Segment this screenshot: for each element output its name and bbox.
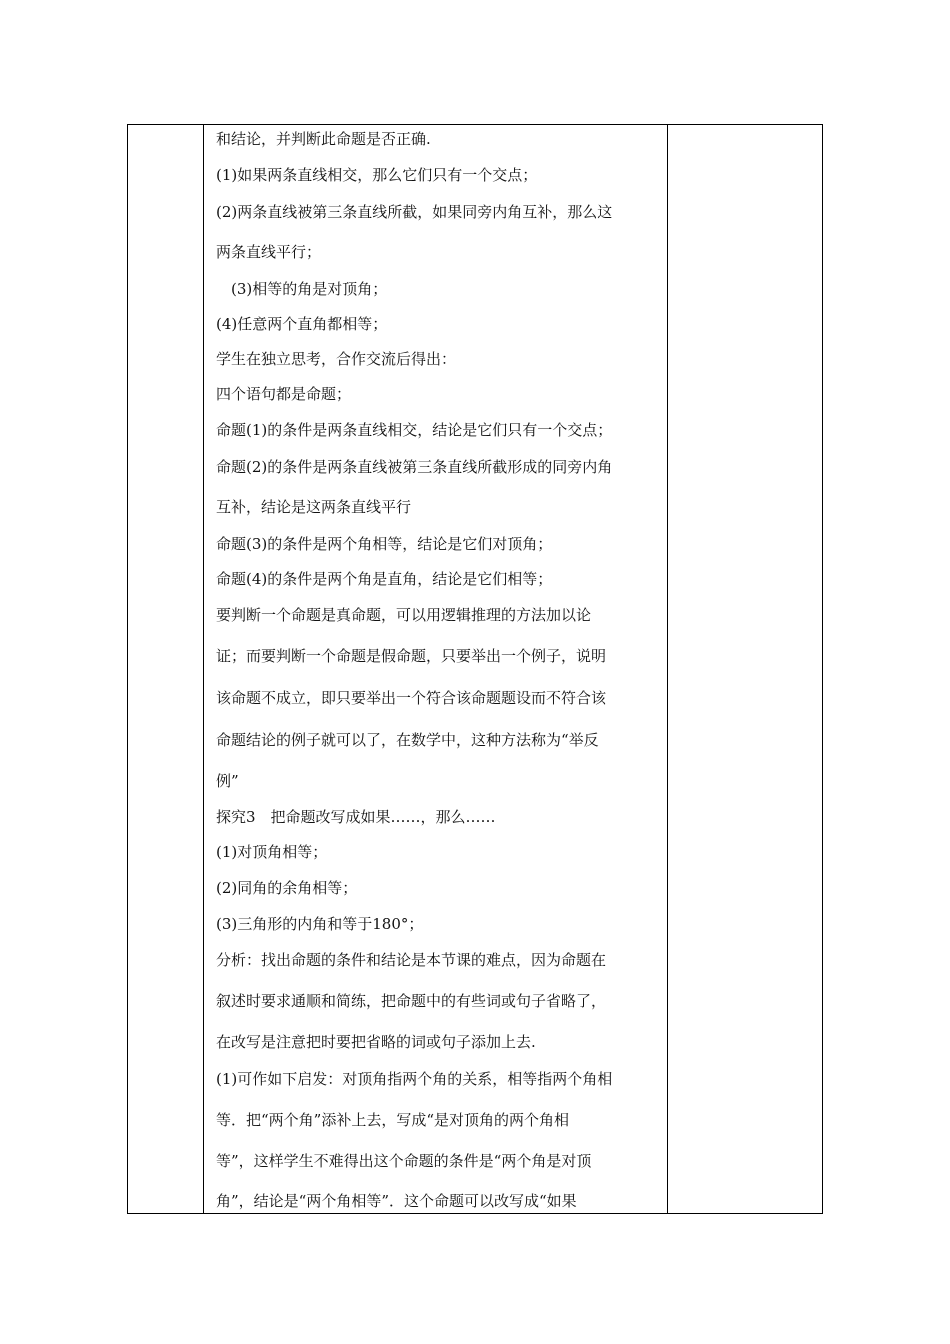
text-line: 命题(4)的条件是两个角是直角，结论是它们相等； bbox=[216, 570, 553, 588]
text-line: 探究3 把命题改写成如果……，那么…… bbox=[216, 808, 496, 826]
text-line: (4)任意两个直角都相等； bbox=[216, 315, 388, 333]
text-line: 学生在独立思考，合作交流后得出： bbox=[216, 350, 457, 368]
text-line: 两条直线平行； bbox=[216, 243, 322, 261]
text-line: (1)可作如下启发：对顶角指两个角的关系，相等指两个角相 bbox=[216, 1070, 613, 1088]
text-line: (2)同角的余角相等； bbox=[216, 879, 358, 897]
text-line: (3)三角形的内角和等于180°； bbox=[216, 915, 424, 933]
text-line: (1)对顶角相等； bbox=[216, 843, 328, 861]
text-line: 和结论，并判断此命题是否正确. bbox=[216, 130, 431, 148]
text-line: 四个语句都是命题； bbox=[216, 385, 352, 403]
text-line: 证；而要判断一个命题是假命题，只要举出一个例子，说明 bbox=[216, 647, 607, 665]
text-line: 等．把“两个角”添补上去，写成“是对顶角的两个角相 bbox=[216, 1111, 570, 1129]
text-line: 该命题不成立，即只要举出一个符合该命题题设而不符合该 bbox=[216, 689, 607, 707]
right-column-border bbox=[667, 125, 668, 1213]
text-line: 命题(3)的条件是两个角相等，结论是它们对顶角； bbox=[216, 535, 553, 553]
text-line: 例” bbox=[216, 772, 239, 790]
text-line: 在改写是注意把时要把省略的词或句子添加上去. bbox=[216, 1033, 536, 1051]
text-line: 互补，结论是这两条直线平行 bbox=[216, 498, 412, 516]
text-line: 叙述时要求通顺和简练，把命题中的有些词或句子省略了， bbox=[216, 992, 607, 1010]
text-line: 命题(1)的条件是两条直线相交，结论是它们只有一个交点； bbox=[216, 421, 613, 439]
text-line: (1)如果两条直线相交，那么它们只有一个交点； bbox=[216, 166, 538, 184]
left-column-border bbox=[203, 125, 204, 1213]
text-line: 等”，这样学生不难得出这个命题的条件是“两个角是对顶 bbox=[216, 1152, 592, 1170]
text-line: 要判断一个命题是真命题，可以用逻辑推理的方法加以论 bbox=[216, 606, 592, 624]
text-line: 命题结论的例子就可以了，在数学中，这种方法称为“举反 bbox=[216, 731, 599, 749]
text-line: 命题(2)的条件是两条直线被第三条直线所截形成的同旁内角 bbox=[216, 458, 613, 476]
text-line: 分析：找出命题的条件和结论是本节课的难点，因为命题在 bbox=[216, 951, 607, 969]
text-line: 角”，结论是“两个角相等”．这个命题可以改写成“如果 bbox=[216, 1192, 577, 1210]
text-line: (2)两条直线被第三条直线所截，如果同旁内角互补，那么这 bbox=[216, 203, 613, 221]
text-line: (3)相等的角是对顶角； bbox=[231, 280, 388, 298]
lesson-table bbox=[127, 124, 823, 1214]
